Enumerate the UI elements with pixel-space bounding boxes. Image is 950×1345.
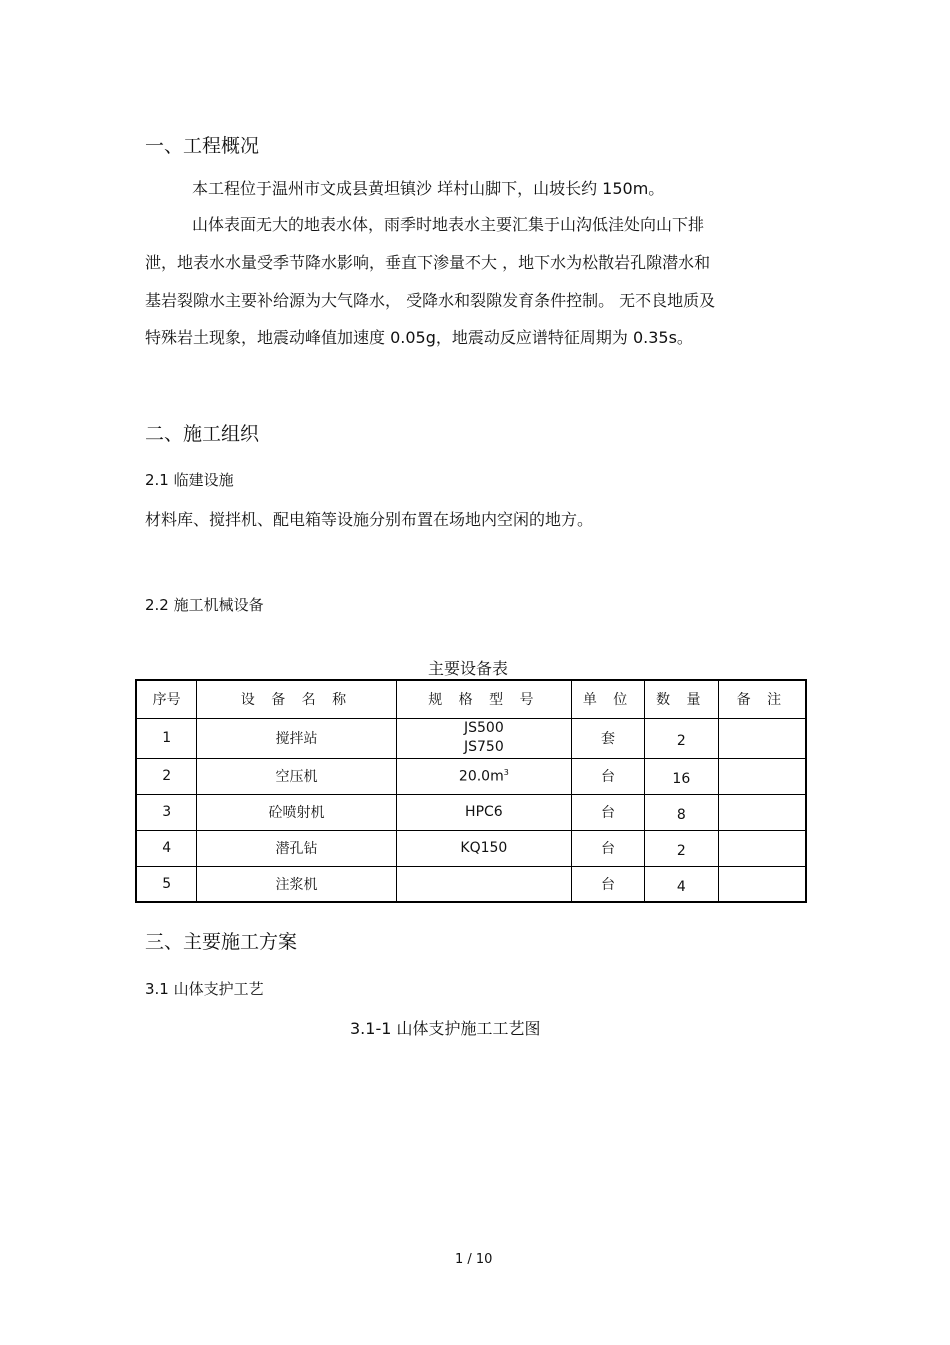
cell-spec: HPC6 [396,794,572,830]
column-header-name: 设 备 名 称 [197,680,396,718]
cell-no: 4 [136,830,197,866]
column-header-unit: 单 位 [572,680,645,718]
cell-spec: KQ150 [396,830,572,866]
paragraph-line: 本工程位于温州市文成县黄坦镇沙 垟村山脚下，山坡长约 150m。 [192,179,665,198]
paragraph-line: 特殊岩土现象，地震动峰值加速度 0.05g，地震动反应谱特征周期为 0.35s。 [145,328,693,347]
equipment-table [135,679,807,903]
section-3-title: 三、主要施工方案 [145,931,298,953]
cell-note [718,866,806,902]
paragraph-line: 基岩裂隙水主要补给源为大气降水， 受降水和裂隙发育条件控制。 无不良地质及 [145,291,716,310]
figure-caption: 3.1-1 山体支护施工工艺图 [350,1019,541,1038]
paragraph-line: 材料库、搅拌机、配电箱等设施分别布置在场地内空闲的地方。 [145,510,594,529]
cell-no: 2 [136,758,197,794]
cell-qty: 8 [644,794,718,830]
cell-note [718,830,806,866]
paragraph-line: 山体表面无大的地表水体，雨季时地表水主要汇集于山沟低洼处向山下排 [192,215,705,234]
column-header-no: 序号 [136,680,197,718]
column-header-spec: 规 格 型 号 [396,680,572,718]
cell-unit: 台 [572,866,645,902]
subsection-title: 2.2 施工机械设备 [145,596,264,614]
column-header-note: 备 注 [718,680,806,718]
subsection-title: 2.1 临建设施 [145,471,234,489]
cell-note [718,758,806,794]
cell-note [718,718,806,758]
cell-name: 搅拌站 [197,718,396,758]
cell-no: 3 [136,794,197,830]
page-number: 1 / 10 [455,1252,493,1267]
cell-name: 砼喷射机 [197,794,396,830]
table-row [136,718,806,758]
cell-unit: 台 [572,794,645,830]
table-row [136,830,806,866]
column-header-qty: 数 量 [644,680,718,718]
table-row [136,758,806,794]
subsection-title: 3.1 山体支护工艺 [145,980,264,998]
cell-name: 注浆机 [197,866,396,902]
cell-qty: 2 [644,830,718,866]
cell-name: 空压机 [197,758,396,794]
cell-unit: 套 [572,718,645,758]
cell-qty: 16 [644,758,718,794]
cell-qty: 4 [644,866,718,902]
spec-line: JS750 [464,739,504,755]
cell-spec [396,758,572,794]
table-caption: 主要设备表 [428,659,509,678]
table-row [136,794,806,830]
cell-no: 1 [136,718,197,758]
spec-line: JS500 [464,720,504,736]
spec-superscript: 3 [503,767,509,777]
section-2-title: 二、施工组织 [145,423,260,445]
cell-unit: 台 [572,758,645,794]
cell-no: 5 [136,866,197,902]
table-header-row [136,680,806,718]
cell-note [718,794,806,830]
table-row [136,866,806,902]
cell-qty: 2 [644,718,718,758]
section-1-title: 一、工程概况 [145,135,260,157]
cell-unit: 台 [572,830,645,866]
paragraph-line: 泄，地表水水量受季节降水影响，垂直下渗量不大 ，地下水为松散岩孔隙潜水和 [145,253,711,272]
cell-name: 潜孔钻 [197,830,396,866]
cell-spec [396,866,572,902]
spec-value: 20.0m [458,768,504,785]
cell-spec [396,718,572,758]
